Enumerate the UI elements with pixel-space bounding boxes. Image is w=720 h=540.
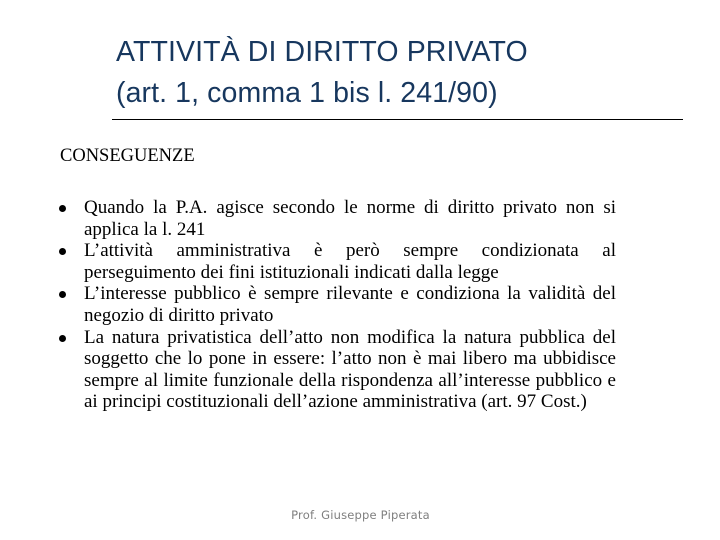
slide-footer — [0, 508, 720, 522]
footer-author: Prof. Giuseppe Piperata — [291, 508, 430, 522]
bullet-text: L’attività amministrativa è però sempre condizionata al perseguimento dei fini istituzionali indicati dalla legge — [84, 240, 616, 283]
bullet-icon — [59, 291, 66, 298]
bullet-item — [58, 197, 616, 240]
section-heading: CONSEGUENZE — [60, 146, 195, 166]
title-line-2: (art. 1, comma 1 bis l. 241/90) — [116, 77, 498, 109]
title-line-1: ATTIVITÀ DI DIRITTO PRIVATO — [116, 36, 528, 68]
bullet-icon — [59, 335, 66, 342]
bullet-text: L’interesse pubblico è sempre rilevante e condiziona la validità del negozio di diritto privato — [84, 283, 616, 326]
bullet-list — [58, 197, 616, 413]
title-divider — [112, 119, 683, 120]
bullet-text: Quando la P.A. agisce secondo le norme di diritto privato non si applica la l. 241 — [84, 197, 616, 240]
bullet-item — [58, 240, 616, 283]
bullet-item — [58, 327, 616, 413]
bullet-icon — [59, 205, 66, 212]
bullet-item — [58, 283, 616, 326]
bullet-icon — [59, 248, 66, 255]
slide-title — [116, 32, 696, 114]
bullet-text: La natura privatistica dell’atto non modifica la natura pubblica del soggetto che lo pone in essere: l’atto non è mai libero ma ubbidisce sempre al limite funzionale della rispondenza all’interesse pubblico e ai principi costituzionali dell’azione amministrativa (art. 97 Cost.) — [84, 326, 616, 413]
